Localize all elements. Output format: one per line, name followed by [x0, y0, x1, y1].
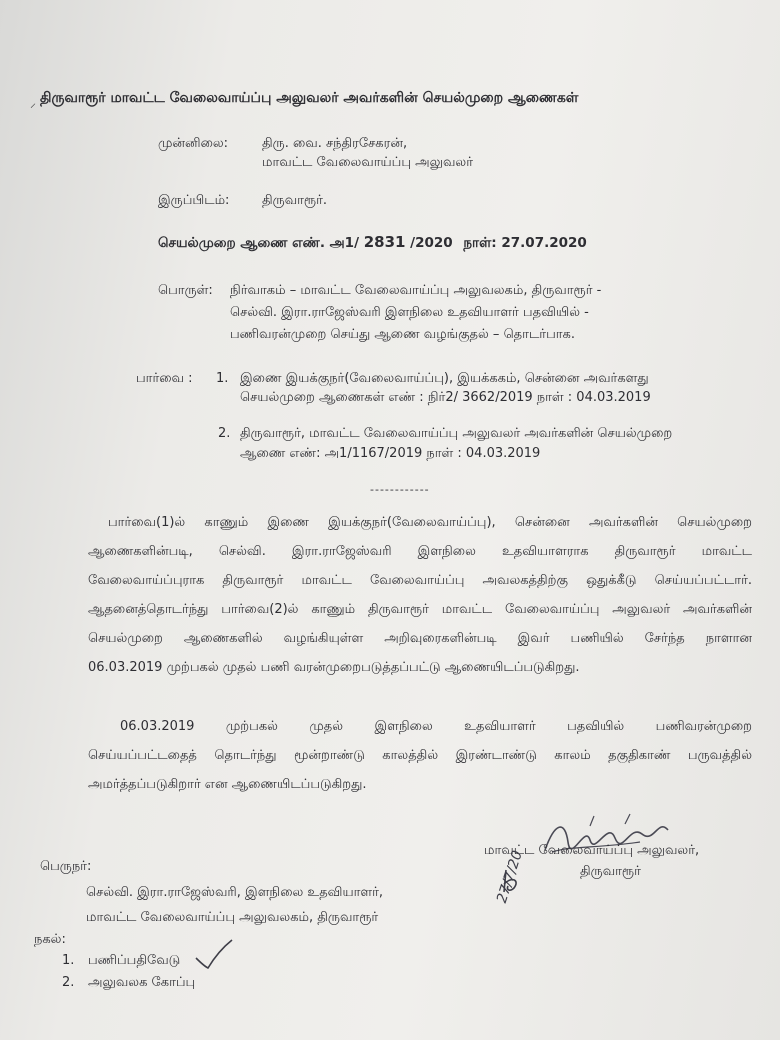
separator: ------------ — [370, 483, 430, 496]
presence-label: முன்னிலை: — [158, 136, 229, 151]
paragraph-line: ஆணைகளின்படி, செல்வி. இரா.ராஜேஸ்வரி இளநிலை உதவியாளராக திருவாரூர் மாவட்ட — [88, 544, 752, 559]
document-title: திருவாரூர் மாவட்ட வேலைவாய்ப்பு அலுவலர் அவர்களின் செயல்முறை ஆணைகள் — [40, 90, 579, 106]
handwritten-date: 27/7/20 — [494, 848, 526, 905]
paragraph-line: செய்யப்பட்டதைத் தொடர்ந்து மூன்றாண்டு காலத்தில் இரண்டாண்டு காலம் தகுதிகாண் பருவத்தில் — [88, 748, 752, 763]
copy-item-number: 1. — [62, 953, 75, 968]
reference-line: இணை இயக்குநர்(வேலைவாய்ப்பு), இயக்ககம், சென்னை அவர்களது — [240, 371, 649, 386]
signature-place: திருவாரூர் — [580, 864, 641, 879]
location-value: திருவாரூர். — [262, 193, 328, 208]
paragraph-line: வேலைவாய்ப்புராக திருவாரூர் மாவட்ட வேலைவாய்ப்பு அவலகத்திற்கு ஒதுக்கீடு செய்யப்பட்டார். — [88, 573, 752, 588]
paragraph-line: பார்வை(1)ல் காணும் இணை இயக்குநர்(வேலைவாய்ப்பு), சென்னை அவர்களின் செயல்முறை — [108, 515, 752, 530]
reference-line: ஆணை எண்: அ1/1167/2019 நாள் : 04.03.2019 — [240, 446, 541, 461]
reference-line: செயல்முறை ஆணைகள் எண் : நிர்2/ 3662/2019 நாள் : 04.03.2019 — [240, 390, 651, 405]
paragraph-line: 06.03.2019 முற்பகல் முதல் இளநிலை உதவியாளர் பதவியில் பணிவரன்முறை — [120, 719, 752, 734]
subject-line: நிர்வாகம் – மாவட்ட வேலைவாய்ப்பு அலுவலகம், திருவாரூர் - — [230, 283, 602, 298]
subject-line: செல்வி. இரா.ராஜேஸ்வரி இளநிலை உதவியாளர் பதவியில் - — [230, 305, 589, 320]
tick-mark: ⸝ — [30, 96, 37, 110]
paragraph-line: அமர்த்தப்படுகிறார் என ஆணையிடப்படுகிறது. — [88, 777, 367, 792]
signature-designation: மாவட்ட வேலைவாய்ப்பு அலுவலர், — [484, 843, 700, 858]
order-label: செயல்முறை ஆணை எண். அ1/ — [158, 235, 360, 251]
paragraph-line: செயல்முறை ஆணைகளில் வழங்கியுள்ள அறிவுரைகளின்படி இவர் பணியில் சேர்ந்த நாளான — [88, 631, 752, 646]
subject-label: பொருள்: — [158, 283, 213, 298]
copy-item-number: 2. — [62, 975, 75, 990]
check-mark-icon — [192, 938, 236, 970]
order-line — [158, 234, 587, 251]
paragraph-line: ஆதனைத்தொடர்ந்து பார்வை(2)ல் காணும் திருவாரூர் மாவட்ட வேலைவாய்ப்பு அலுவலர் அவர்களின் — [88, 602, 752, 617]
copy-item-text: பணிப்பதிவேடு — [88, 953, 181, 968]
body-paragraph-1 — [88, 508, 752, 682]
copy-item-text: அலுவலக கோப்பு — [88, 975, 196, 990]
reference-label: பார்வை : — [136, 371, 193, 386]
order-date: 27.07.2020 — [501, 235, 587, 251]
order-year: /2020 — [410, 235, 453, 251]
reference-number: 1. — [216, 371, 229, 386]
subject-line: பணிவரன்முறை செய்து ஆணை வழங்குதல் – தொடர்பாக. — [230, 327, 575, 342]
order-date-label: நாள்: — [463, 235, 497, 251]
order-number: 2831 — [363, 233, 406, 251]
presence-designation: மாவட்ட வேலைவாய்ப்பு அலுவலர் — [262, 155, 474, 170]
recipient-label: பெருநர்: — [40, 859, 92, 874]
paragraph-line: 06.03.2019 முற்பகல் முதல் பணி வரன்முறைபடுத்தப்பட்டு ஆணையிடப்படுகிறது. — [88, 660, 580, 675]
body-paragraph-2 — [88, 712, 752, 799]
copy-label: நகல்: — [34, 932, 66, 947]
presence-name: திரு. வை. சந்திரசேகரன், — [262, 136, 408, 151]
reference-number: 2. — [218, 426, 231, 441]
recipient-name: செல்வி. இரா.ராஜேஸ்வரி, இளநிலை உதவியாளர், — [86, 885, 384, 900]
reference-line: திருவாரூர், மாவட்ட வேலைவாய்ப்பு அலுவலர் அவர்களின் செயல்முறை — [240, 426, 673, 441]
location-label: இருப்பிடம்: — [158, 193, 230, 208]
recipient-office: மாவட்ட வேலைவாய்ப்பு அலுவலகம், திருவாரூர் — [86, 910, 379, 925]
